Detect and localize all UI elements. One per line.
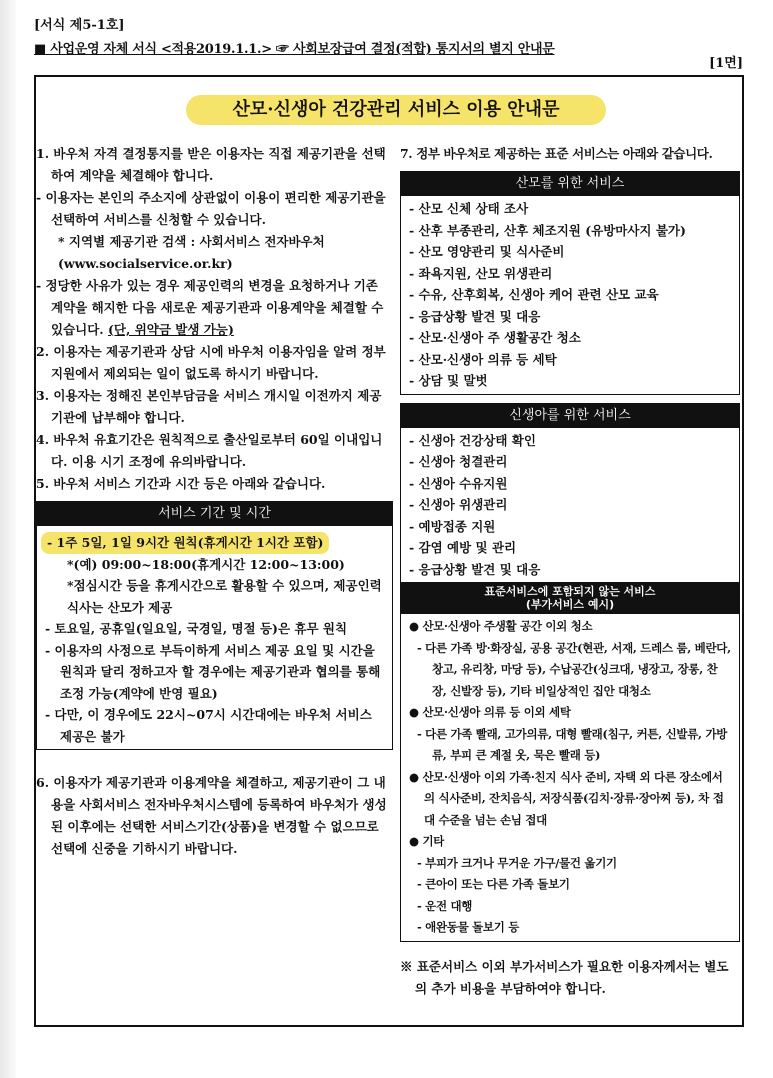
period-holiday: - 토요일, 공휴일(일요일, 국경일, 명절 등)은 휴무 원칙: [45, 621, 348, 636]
item-6: 6. 이용자가 제공기관과 이용계약을 체결하고, 제공기관이 그 내용을 사회서비스 전자바우처시스템에 등록하여 바우처가 생성된 이후에는 선택한 서비스기간(상품)을 변경할 수 없으므로 선택에 신중을 기하시기 바랍니다.: [36, 775, 387, 856]
form-number: [서식 제5-1호]: [34, 18, 125, 33]
baby-service-item: - 감염 예방 및 관리: [409, 540, 517, 555]
service-period-box: [36, 501, 393, 750]
item-3: 3. 이용자는 정해진 본인부담금을 서비스 개시일 이전까지 제공기관에 납부해야 합니다.: [36, 388, 382, 425]
mother-service-item: - 산모 영양관리 및 식사준비: [409, 244, 565, 259]
service-period-title: 서비스 기간 및 시간: [37, 502, 392, 526]
mother-services-title: 산모를 위한 서비스: [401, 172, 739, 196]
item-1a: - 이용자는 본인의 주소지에 상관없이 이용이 편리한 제공기관을 선택하여 서비스를 신청할 수 있습니다.: [36, 190, 386, 227]
item-1c-text: - 정당한 사유가 있는 경우 제공인력의 변경을 요청하거나 기존 계약을 해지한 다음 새로운 제공기관과 이용계약을 체결할 수 있습니다.: [36, 278, 384, 337]
baby-service-item: - 예방접종 지원: [409, 518, 496, 534]
excluded-etc-pets: - 애완동물 돌보기 등: [417, 920, 520, 934]
excluded-services-list: [401, 614, 739, 941]
page-shadow: [0, 0, 16, 1078]
period-rule: [45, 532, 384, 554]
excluded-subtitle-line: (부가서비스 예시): [525, 598, 615, 611]
mother-services-list: [401, 196, 739, 394]
excluded-etc-driving: - 운전 대행: [417, 898, 473, 913]
excluded-etc-childcare: - 큰아이 또는 다른 가족 돌보기: [417, 877, 570, 891]
penalty-note: (단, 위약금 발생 가능): [108, 322, 234, 337]
mother-service-item: - 산모·신생아 의류 등 세탁: [409, 351, 557, 367]
baby-services-title: 신생아를 위한 서비스: [401, 404, 739, 428]
mother-service-item: - 좌욕지원, 산모 위생관리: [409, 265, 553, 281]
excluded-services-title: [401, 582, 739, 614]
excluded-laundry-detail: - 다른 가족 빨래, 고가의류, 대형 빨래(침구, 커튼, 신발류, 가방류, 부피 큰 계절 옷, 묵은 빨래 등): [417, 726, 728, 762]
period-rule-highlight: - 1주 5일, 1일 9시간 원칙(휴게시간 1시간 포함): [41, 532, 329, 554]
right-column: [400, 143, 740, 1000]
period-adjust: - 이용자의 사정으로 부득이하게 서비스 제공 요일 및 시간을 원칙과 달리 정하고자 할 경우에는 제공기관과 협의를 통해 조정 가능(계약에 반영 필요): [45, 642, 381, 701]
excluded-etc: ● 기타: [409, 834, 445, 848]
left-column: [36, 143, 393, 860]
mother-service-item: - 수유, 산후회복, 신생아 케어 관련 산모 교육: [409, 287, 659, 302]
excluded-cleaning-detail: - 다른 가족 방·화장실, 공용 공간(현관, 서재, 드레스 룸, 베란다, 창고, 유리창, 마당 등), 수납공간(싱크대, 냉장고, 장롱, 찬장, 신발장 등), 기타 비일상적인 집안 대청소: [417, 640, 731, 698]
item-2: 2. 이용자는 제공기관과 상담 시에 바우처 이용자임을 알려 정부지원에서 제외되는 일이 없도록 하시기 바랍니다.: [36, 344, 386, 381]
page-number: [1면]: [709, 56, 743, 71]
document-title: 산모·신생아 건강관리 서비스 이용 안내문: [186, 95, 606, 125]
mother-service-item: - 산모 신체 상태 조사: [409, 201, 529, 216]
period-example: *(예) 09:00~18:00(휴게시간 12:00~13:00): [67, 556, 345, 572]
excluded-etc-furniture: - 부피가 크거나 무거운 가구/물건 옮기기: [417, 855, 617, 870]
baby-service-item: - 신생아 건강상태 확인: [409, 432, 536, 448]
period-night: - 다만, 이 경우에도 22시~07시 시간대에는 바우처 서비스 제공은 불가: [45, 707, 372, 744]
baby-services-list: [401, 428, 739, 583]
item-4: 4. 바우처 유효기간은 원칙적으로 출산일로부터 60일 이내입니다. 이용 시기 조정에 유의바랍니다.: [36, 432, 383, 469]
item-1b: * 지역별 제공기관 검색 : 사회서비스 전자바우처 (www.socialservice.or.kr): [58, 234, 325, 271]
item-7: 7. 정부 바우처로 제공하는 표준 서비스는 아래와 같습니다.: [400, 146, 713, 161]
mother-services-box: [400, 171, 740, 395]
form-subtitle: ■ 사업운영 자체 서식 <적용2019.1.1.> ☞ 사회보장급여 결정(적합) 통지서의 별지 안내문: [34, 42, 555, 57]
excluded-meals: ● 산모·신생아 이외 가족·친지 식사 준비, 자택 외 다른 장소에서의 식사준비, 잔치음식, 저장식품(김치·장류·장아찌 등), 차 접대 수준을 넘는 손님 접대: [409, 769, 724, 827]
period-lunch: *점심시간 등을 휴게시간으로 활용할 수 있으며, 제공인력 식사는 산모가 제공: [67, 578, 382, 615]
baby-service-item: - 신생아 위생관리: [409, 497, 508, 512]
mother-service-item: - 산후 부종관리, 산후 체조지원 (유방마사지 불가): [409, 222, 686, 238]
item-5: 5. 바우처 서비스 기간과 시간 등은 아래와 같습니다.: [36, 476, 326, 491]
item-1: 1. 바우처 자격 결정통지를 받은 이용자는 직접 제공기관을 선택하여 계약을 체결해야 합니다.: [36, 146, 386, 183]
mother-service-item: - 산모·신생아 주 생활공간 청소: [409, 330, 581, 345]
excluded-title-line: 표준서비스에 포함되지 않는 서비스: [484, 585, 656, 598]
baby-services-box: [400, 403, 740, 942]
additional-cost-note: ※ 표준서비스 이외 부가서비스가 필요한 이용자께서는 별도의 추가 비용을 부담하여야 합니다.: [400, 958, 729, 996]
mother-service-item: - 응급상황 발견 및 대응: [409, 308, 541, 324]
baby-service-item: - 응급상황 발견 및 대응: [409, 561, 541, 577]
baby-service-item: - 신생아 수유지원: [409, 475, 508, 491]
baby-service-item: - 신생아 청결관리: [409, 454, 508, 469]
excluded-laundry: ● 산모·신생아 의류 등 이외 세탁: [409, 705, 571, 719]
mother-service-item: - 상담 및 말벗: [409, 373, 488, 388]
excluded-cleaning: ● 산모·신생아 주생활 공간 이외 청소: [409, 619, 593, 633]
item-1c: [36, 275, 393, 341]
